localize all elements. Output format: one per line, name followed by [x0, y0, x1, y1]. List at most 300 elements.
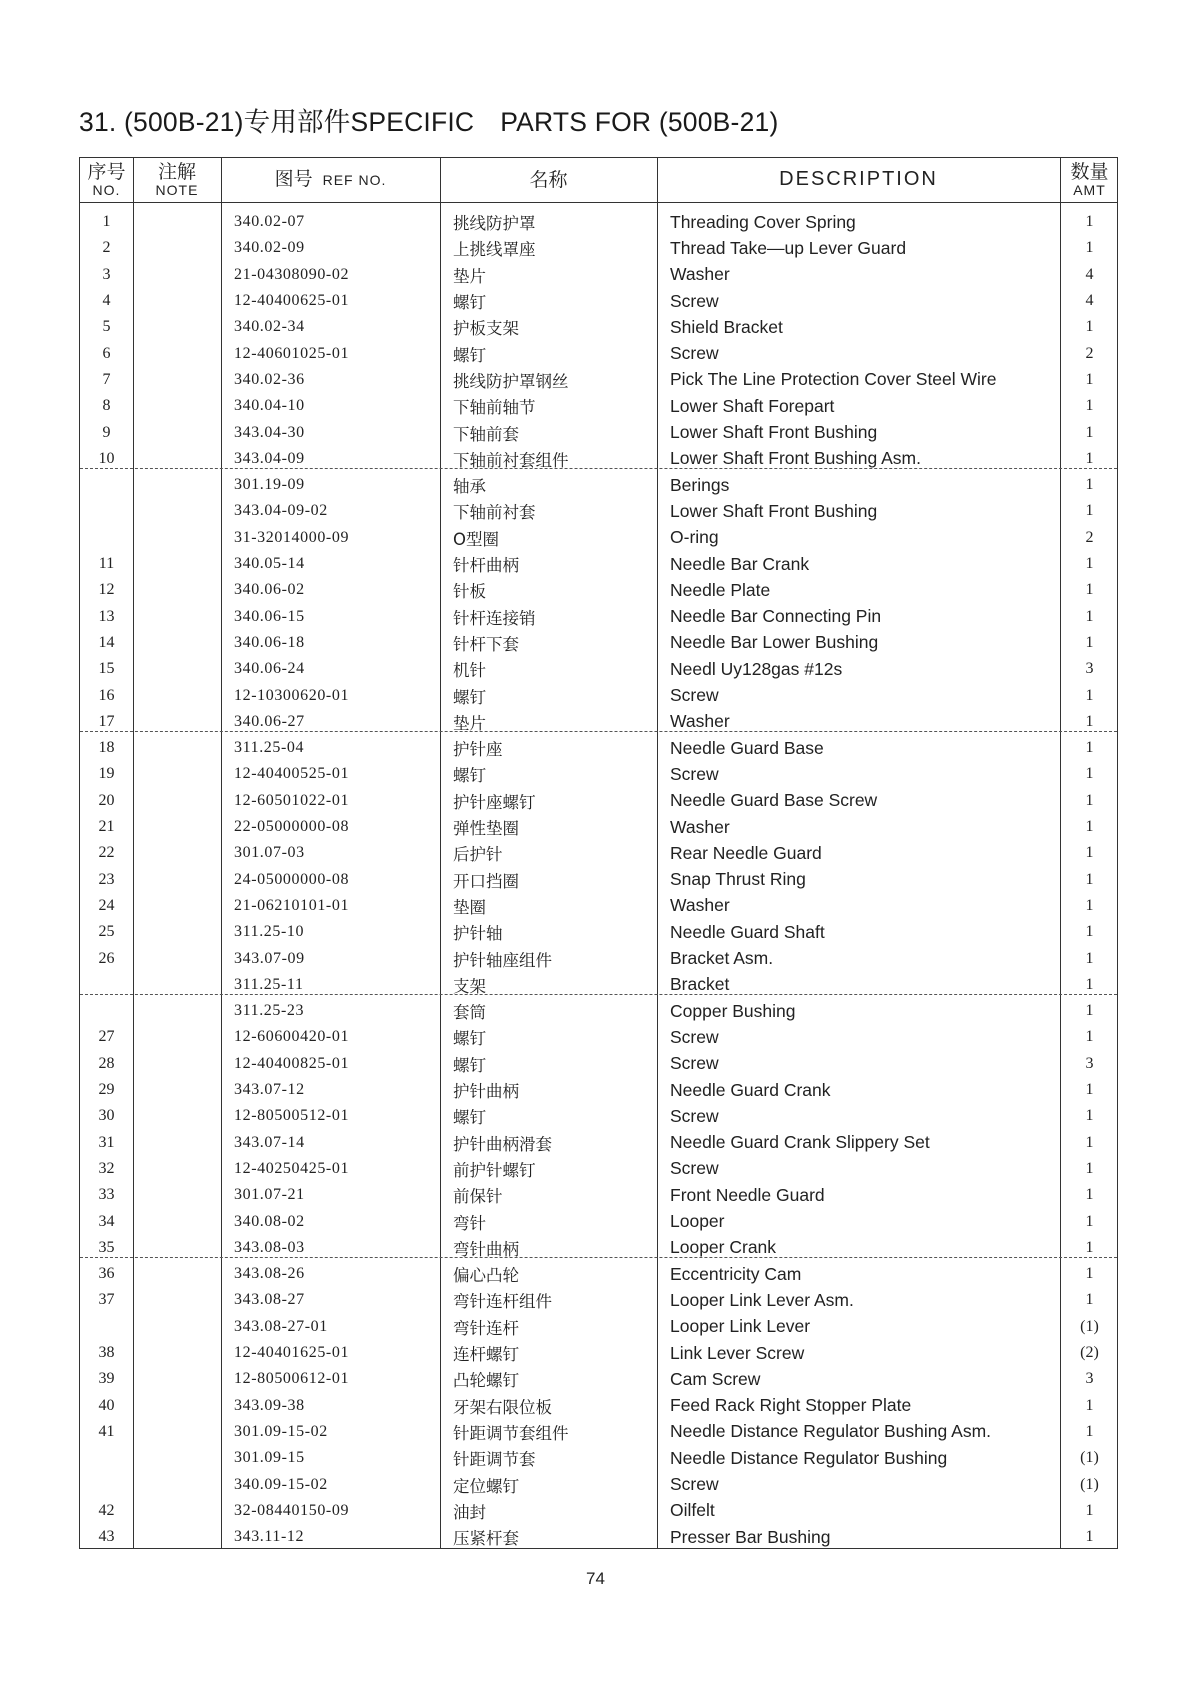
- cell-name: 油封: [453, 1502, 486, 1522]
- cell-amt: 3: [1085, 660, 1094, 678]
- cell-name: 螺钉: [453, 293, 486, 313]
- table-row: [80, 1077, 1117, 1103]
- cell-amt: 1: [1085, 896, 1094, 914]
- cell-amt: 1: [1085, 739, 1094, 757]
- cell-no: 37: [98, 1291, 115, 1309]
- cell-ref: 343.04-09: [234, 449, 305, 467]
- table-row: [80, 1393, 1117, 1419]
- cell-amt: 1: [1085, 1265, 1094, 1283]
- cell-no: 27: [98, 1028, 115, 1046]
- cell-amt: 4: [1085, 265, 1094, 283]
- cell-name: 定位螺钉: [453, 1476, 519, 1496]
- cell-no: 33: [98, 1186, 115, 1204]
- cell-name: 护针座螺钉: [453, 792, 536, 812]
- cell-ref: 343.04-30: [234, 423, 305, 441]
- table-row: [80, 393, 1117, 419]
- cell-amt: (2): [1080, 1344, 1099, 1362]
- cell-no: 13: [98, 607, 115, 625]
- cell-ref: 301.07-21: [234, 1186, 305, 1204]
- cell-name: O型圈: [453, 529, 499, 549]
- header-note-en: NOTE: [155, 181, 199, 198]
- table-row: [80, 577, 1117, 603]
- cell-desc: Link Lever Screw: [670, 1342, 805, 1363]
- cell-desc: Oilfelt: [670, 1500, 715, 1521]
- cell-desc: Looper Crank: [670, 1237, 777, 1258]
- cell-amt: 1: [1085, 923, 1094, 941]
- cell-ref: 340.09-15-02: [234, 1475, 328, 1493]
- cell-desc: Screw: [670, 763, 719, 784]
- cell-amt: 1: [1085, 686, 1094, 704]
- cell-no: [80, 998, 133, 1024]
- cell-name: 弹性垫圈: [453, 819, 519, 839]
- cell-no: 6: [102, 344, 111, 362]
- cell-amt: 1: [1085, 555, 1094, 573]
- cell-ref: 12-60600420-01: [234, 1028, 350, 1046]
- cell-desc: Needle Bar Connecting Pin: [670, 606, 882, 627]
- cell-desc: Screw: [670, 1053, 719, 1074]
- cell-no: 35: [98, 1238, 115, 1256]
- table-row: [80, 1156, 1117, 1182]
- cell-ref: 32-08440150-09: [234, 1501, 350, 1519]
- table-row: [80, 656, 1117, 682]
- cell-ref: 343.08-27: [234, 1291, 305, 1309]
- cell-name: 弯针曲柄: [453, 1239, 519, 1259]
- cell-ref: 340.02-34: [234, 318, 305, 336]
- cell-ref: 340.04-10: [234, 397, 305, 415]
- cell-desc: Bracket: [670, 974, 730, 995]
- cell-desc: Lower Shaft Forepart: [670, 395, 835, 416]
- cell-amt: 1: [1085, 1291, 1094, 1309]
- cell-amt: 1: [1085, 791, 1094, 809]
- cell-name: 护针座: [453, 740, 503, 760]
- cell-desc: Pick The Line Protection Cover Steel Wire: [670, 369, 997, 390]
- parts-table: [79, 157, 1118, 1549]
- cell-amt: 3: [1085, 1370, 1094, 1388]
- header-name: [440, 158, 657, 202]
- cell-amt: 1: [1085, 1028, 1094, 1046]
- cell-amt: 1: [1085, 1501, 1094, 1519]
- table-row: [80, 1103, 1117, 1129]
- page-number: 74: [586, 1569, 605, 1588]
- cell-amt: 2: [1085, 528, 1094, 546]
- cell-ref: 340.06-27: [234, 712, 305, 730]
- table-row: [80, 867, 1117, 893]
- cell-name: 套筒: [453, 1003, 486, 1023]
- cell-ref: 343.07-12: [234, 1081, 305, 1099]
- cell-desc: Rear Needle Guard: [670, 842, 822, 863]
- table-row: [80, 1524, 1117, 1550]
- cell-name: 支架: [453, 976, 486, 996]
- cell-no: 9: [102, 423, 111, 441]
- cell-ref: 343.08-03: [234, 1238, 305, 1256]
- cell-name: 护针曲柄滑套: [453, 1134, 552, 1154]
- cell-desc: Needle Guard Shaft: [670, 921, 825, 942]
- cell-desc: Copper Bushing: [670, 1000, 796, 1021]
- table-row: [80, 472, 1117, 498]
- page-title: [79, 100, 778, 139]
- cell-amt: 1: [1085, 818, 1094, 836]
- cell-no: 42: [98, 1501, 115, 1519]
- cell-amt: 1: [1085, 844, 1094, 862]
- cell-amt: 1: [1085, 633, 1094, 651]
- table-row: [80, 235, 1117, 261]
- table-row: [80, 498, 1117, 524]
- cell-ref: 311.25-11: [234, 975, 304, 993]
- cell-no: 11: [98, 555, 115, 573]
- cell-amt: 1: [1085, 239, 1094, 257]
- cell-ref: 21-06210101-01: [234, 896, 350, 914]
- cell-desc: Snap Thrust Ring: [670, 869, 806, 890]
- cell-name: 连杆螺钉: [453, 1345, 519, 1365]
- cell-desc: Front Needle Guard: [670, 1184, 825, 1205]
- group-separator: [80, 731, 1117, 732]
- cell-amt: 1: [1085, 1238, 1094, 1256]
- cell-no: 28: [98, 1054, 115, 1072]
- cell-name: 弯针连杆: [453, 1318, 519, 1338]
- cell-ref: 340.06-02: [234, 581, 305, 599]
- header-description: [657, 158, 1060, 202]
- cell-no: 41: [98, 1422, 115, 1440]
- group-separator: [80, 994, 1117, 995]
- cell-ref: 31-32014000-09: [234, 528, 350, 546]
- cell-name: 弯针连杆组件: [453, 1292, 552, 1312]
- cell-ref: 343.08-26: [234, 1265, 305, 1283]
- cell-no: 38: [98, 1344, 115, 1362]
- table-row: [80, 419, 1117, 445]
- cell-name: 挑线防护罩钢丝: [453, 371, 569, 391]
- table-row: [80, 1498, 1117, 1524]
- cell-ref: 12-80500512-01: [234, 1107, 350, 1125]
- cell-desc: Lower Shaft Front Bushing: [670, 500, 878, 521]
- cell-name: 压紧杆套: [453, 1529, 519, 1549]
- cell-desc: Eccentricity Cam: [670, 1263, 802, 1284]
- table-row: [80, 945, 1117, 971]
- cell-amt: 2: [1085, 344, 1094, 362]
- cell-name: 螺钉: [453, 345, 486, 365]
- cell-amt: 1: [1085, 765, 1094, 783]
- cell-amt: 1: [1085, 949, 1094, 967]
- table-row: [80, 998, 1117, 1024]
- cell-ref: 340.02-36: [234, 370, 305, 388]
- cell-no: 24: [98, 896, 115, 914]
- cell-no: [80, 1471, 133, 1497]
- cell-no: 22: [98, 844, 115, 862]
- cell-ref: 12-40601025-01: [234, 344, 350, 362]
- cell-name: 护针曲柄: [453, 1082, 519, 1102]
- table-row: [80, 682, 1117, 708]
- cell-name: 针杆下套: [453, 634, 519, 654]
- cell-name: 针距调节套组件: [453, 1423, 569, 1443]
- cell-amt: 1: [1085, 318, 1094, 336]
- cell-amt: (1): [1080, 1317, 1099, 1335]
- cell-amt: 1: [1085, 397, 1094, 415]
- cell-desc: Needle Plate: [670, 579, 771, 600]
- cell-name: 针杆曲柄: [453, 556, 519, 576]
- cell-desc: Washer: [670, 264, 730, 285]
- cell-desc: Needle Distance Regulator Bushing: [670, 1447, 948, 1468]
- header-name-zh: 名称: [529, 168, 568, 191]
- cell-desc: Lower Shaft Front Bushing Asm.: [670, 448, 921, 469]
- cell-name: 螺钉: [453, 687, 486, 707]
- cell-name: 垫片: [453, 266, 486, 286]
- cell-ref: 12-40400525-01: [234, 765, 350, 783]
- table-row: [80, 1024, 1117, 1050]
- cell-no: 30: [98, 1107, 115, 1125]
- cell-desc: Needle Distance Regulator Bushing Asm.: [670, 1421, 992, 1442]
- table-row: [80, 1471, 1117, 1497]
- cell-amt: 1: [1085, 1396, 1094, 1414]
- cell-no: 36: [98, 1265, 115, 1283]
- header-ref: [221, 158, 440, 202]
- cell-ref: 343.07-09: [234, 949, 305, 967]
- table-row: [80, 367, 1117, 393]
- cell-no: 43: [98, 1528, 115, 1546]
- cell-ref: 24-05000000-08: [234, 870, 350, 888]
- header-note-zh: 注解: [157, 161, 196, 184]
- cell-amt: 1: [1085, 1133, 1094, 1151]
- cell-no: [80, 1314, 133, 1340]
- cell-no: 17: [98, 712, 115, 730]
- cell-ref: 12-10300620-01: [234, 686, 350, 704]
- cell-amt: 1: [1085, 370, 1094, 388]
- header-no: [80, 158, 133, 202]
- cell-name: 开口挡圈: [453, 871, 519, 891]
- header-ref-en: REF NO.: [322, 172, 387, 189]
- cell-ref: 343.08-27-01: [234, 1317, 328, 1335]
- table-row: [80, 1182, 1117, 1208]
- cell-amt: 1: [1085, 712, 1094, 730]
- cell-amt: 1: [1085, 502, 1094, 520]
- cell-no: 23: [98, 870, 115, 888]
- cell-ref: 343.04-09-02: [234, 502, 328, 520]
- cell-no: 26: [98, 949, 115, 967]
- cell-amt: 1: [1085, 449, 1094, 467]
- cell-no: 8: [102, 397, 111, 415]
- cell-desc: Screw: [670, 343, 719, 364]
- cell-ref: 340.02-09: [234, 239, 305, 257]
- table-row: [80, 630, 1117, 656]
- cell-ref: 343.09-38: [234, 1396, 305, 1414]
- header-no-en: NO.: [92, 181, 121, 198]
- cell-ref: 340.06-24: [234, 660, 305, 678]
- cell-ref: 343.11-12: [234, 1528, 305, 1546]
- cell-ref: 340.02-07: [234, 213, 305, 231]
- cell-name: 针杆连接销: [453, 608, 536, 628]
- cell-name: 上挑线罩座: [453, 240, 536, 260]
- cell-amt: 1: [1085, 1107, 1094, 1125]
- cell-amt: 1: [1085, 607, 1094, 625]
- cell-no: 29: [98, 1081, 115, 1099]
- cell-no: 7: [102, 370, 111, 388]
- table-row: [80, 209, 1117, 235]
- cell-desc: Bracket Asm.: [670, 948, 774, 969]
- cell-desc: Cam Screw: [670, 1368, 761, 1389]
- cell-desc: Looper Link Lever: [670, 1316, 811, 1337]
- cell-amt: 1: [1085, 423, 1094, 441]
- table-row: [80, 1051, 1117, 1077]
- table-row: [80, 1314, 1117, 1340]
- cell-no: 18: [98, 739, 115, 757]
- table-row: [80, 893, 1117, 919]
- cell-name: 护板支架: [453, 319, 519, 339]
- cell-ref: 340.06-15: [234, 607, 305, 625]
- cell-name: 针板: [453, 582, 486, 602]
- cell-ref: 12-60501022-01: [234, 791, 350, 809]
- cell-name: 牙架右限位板: [453, 1397, 552, 1417]
- group-separator: [80, 468, 1117, 469]
- table-row: [80, 735, 1117, 761]
- header-ref-zh: 图号: [274, 168, 313, 191]
- table-row: [80, 1419, 1117, 1445]
- cell-amt: 1: [1085, 1212, 1094, 1230]
- cell-amt: 1: [1085, 1186, 1094, 1204]
- cell-no: 31: [98, 1133, 115, 1151]
- cell-amt: 1: [1085, 1422, 1094, 1440]
- cell-desc: Looper Link Lever Asm.: [670, 1289, 854, 1310]
- cell-no: 32: [98, 1159, 115, 1177]
- table-row: [80, 262, 1117, 288]
- table-row: [80, 604, 1117, 630]
- cell-desc: O-ring: [670, 527, 719, 548]
- cell-amt: 1: [1085, 476, 1094, 494]
- cell-amt: 1: [1085, 870, 1094, 888]
- cell-ref: 343.07-14: [234, 1133, 305, 1151]
- cell-name: 螺钉: [453, 1108, 486, 1128]
- cell-no: 12: [98, 581, 115, 599]
- cell-name: 轴承: [453, 477, 486, 497]
- cell-amt: 1: [1085, 1002, 1094, 1020]
- cell-ref: 311.25-10: [234, 923, 305, 941]
- cell-no: 3: [102, 265, 111, 283]
- table-row: [80, 919, 1117, 945]
- cell-amt: 3: [1085, 1054, 1094, 1072]
- table-row: [80, 1445, 1117, 1471]
- cell-name: 下轴前衬套: [453, 503, 536, 523]
- cell-ref: 301.09-15-02: [234, 1422, 328, 1440]
- cell-no: [80, 498, 133, 524]
- cell-desc: Screw: [670, 685, 719, 706]
- table-row: [80, 1366, 1117, 1392]
- cell-name: 针距调节套: [453, 1450, 536, 1470]
- cell-no: [80, 472, 133, 498]
- table-row: [80, 1340, 1117, 1366]
- cell-ref: 311.25-23: [234, 1002, 305, 1020]
- cell-ref: 12-40250425-01: [234, 1159, 350, 1177]
- cell-no: 5: [102, 318, 111, 336]
- cell-no: 15: [98, 660, 115, 678]
- cell-desc: Screw: [670, 1474, 719, 1495]
- cell-no: 14: [98, 633, 115, 651]
- cell-name: 下轴前衬套组件: [453, 450, 569, 470]
- cell-ref: 22-05000000-08: [234, 818, 350, 836]
- cell-ref: 340.06-18: [234, 633, 305, 651]
- table-row: [80, 788, 1117, 814]
- table-row: [80, 840, 1117, 866]
- cell-name: 螺钉: [453, 766, 486, 786]
- cell-ref: 340.05-14: [234, 555, 305, 573]
- cell-no: 2: [102, 239, 111, 257]
- cell-no: 34: [98, 1212, 115, 1230]
- cell-ref: 340.08-02: [234, 1212, 305, 1230]
- cell-no: 4: [102, 292, 111, 310]
- table-row: [80, 341, 1117, 367]
- cell-desc: Washer: [670, 816, 730, 837]
- cell-desc: Screw: [670, 1158, 719, 1179]
- cell-no: 20: [98, 791, 115, 809]
- cell-name: 前保针: [453, 1187, 503, 1207]
- cell-desc: Thread Take—up Lever Guard: [670, 237, 907, 258]
- cell-ref: 301.07-03: [234, 844, 305, 862]
- cell-no: 19: [98, 765, 115, 783]
- cell-amt: 1: [1085, 1081, 1094, 1099]
- cell-amt: 1: [1085, 975, 1094, 993]
- cell-amt: (1): [1080, 1475, 1099, 1493]
- cell-desc: Needle Bar Crank: [670, 553, 810, 574]
- cell-desc: Washer: [670, 895, 730, 916]
- cell-desc: Needl Uy128gas #12s: [670, 658, 843, 679]
- cell-ref: 12-80500612-01: [234, 1370, 350, 1388]
- cell-desc: Needle Bar Lower Bushing: [670, 632, 879, 653]
- cell-desc: Washer: [670, 711, 730, 732]
- table-row: [80, 761, 1117, 787]
- cell-ref: 12-40400825-01: [234, 1054, 350, 1072]
- cell-name: 护针轴: [453, 924, 503, 944]
- cell-desc: Looper: [670, 1211, 725, 1232]
- cell-no: 25: [98, 923, 115, 941]
- cell-desc: Presser Bar Bushing: [670, 1526, 831, 1547]
- cell-ref: 12-40400625-01: [234, 292, 350, 310]
- header-amt: [1060, 158, 1119, 202]
- cell-desc: Needle Guard Crank Slippery Set: [670, 1132, 930, 1153]
- cell-ref: 301.09-15: [234, 1449, 305, 1467]
- header-amt-zh: 数量: [1070, 161, 1109, 184]
- cell-name: 螺钉: [453, 1055, 486, 1075]
- cell-no: 1: [102, 213, 111, 231]
- cell-no: [80, 525, 133, 551]
- cell-amt: 1: [1085, 1159, 1094, 1177]
- cell-no: 10: [98, 449, 115, 467]
- cell-name: 弯针: [453, 1213, 486, 1233]
- cell-desc: Needle Guard Crank: [670, 1079, 831, 1100]
- cell-desc: Screw: [670, 290, 719, 311]
- table-row: [80, 288, 1117, 314]
- cell-name: 下轴前套: [453, 424, 519, 444]
- cell-no: 21: [98, 818, 115, 836]
- header-note: [133, 158, 221, 202]
- table-row: [80, 814, 1117, 840]
- group-separator: [80, 1257, 1117, 1258]
- cell-desc: Screw: [670, 1105, 719, 1126]
- cell-ref: 12-40401625-01: [234, 1344, 350, 1362]
- title-part1: 31. (500B-21)专用部件SPECIFIC: [79, 107, 475, 137]
- cell-amt: 1: [1085, 213, 1094, 231]
- header-amt-en: AMT: [1073, 181, 1106, 198]
- cell-ref: 21-04308090-02: [234, 265, 350, 283]
- cell-name: 机针: [453, 661, 486, 681]
- cell-desc: Needle Guard Base Screw: [670, 790, 878, 811]
- title-part2: PARTS FOR (500B-21): [500, 107, 779, 137]
- table-row: [80, 1130, 1117, 1156]
- table-row: [80, 551, 1117, 577]
- cell-name: 护针轴座组件: [453, 950, 552, 970]
- cell-no: 16: [98, 686, 115, 704]
- cell-no: 40: [98, 1396, 115, 1414]
- cell-name: 后护针: [453, 845, 503, 865]
- cell-desc: Lower Shaft Front Bushing: [670, 422, 878, 443]
- table-row: [80, 314, 1117, 340]
- cell-name: 前护针螺钉: [453, 1160, 536, 1180]
- cell-desc: Screw: [670, 1026, 719, 1047]
